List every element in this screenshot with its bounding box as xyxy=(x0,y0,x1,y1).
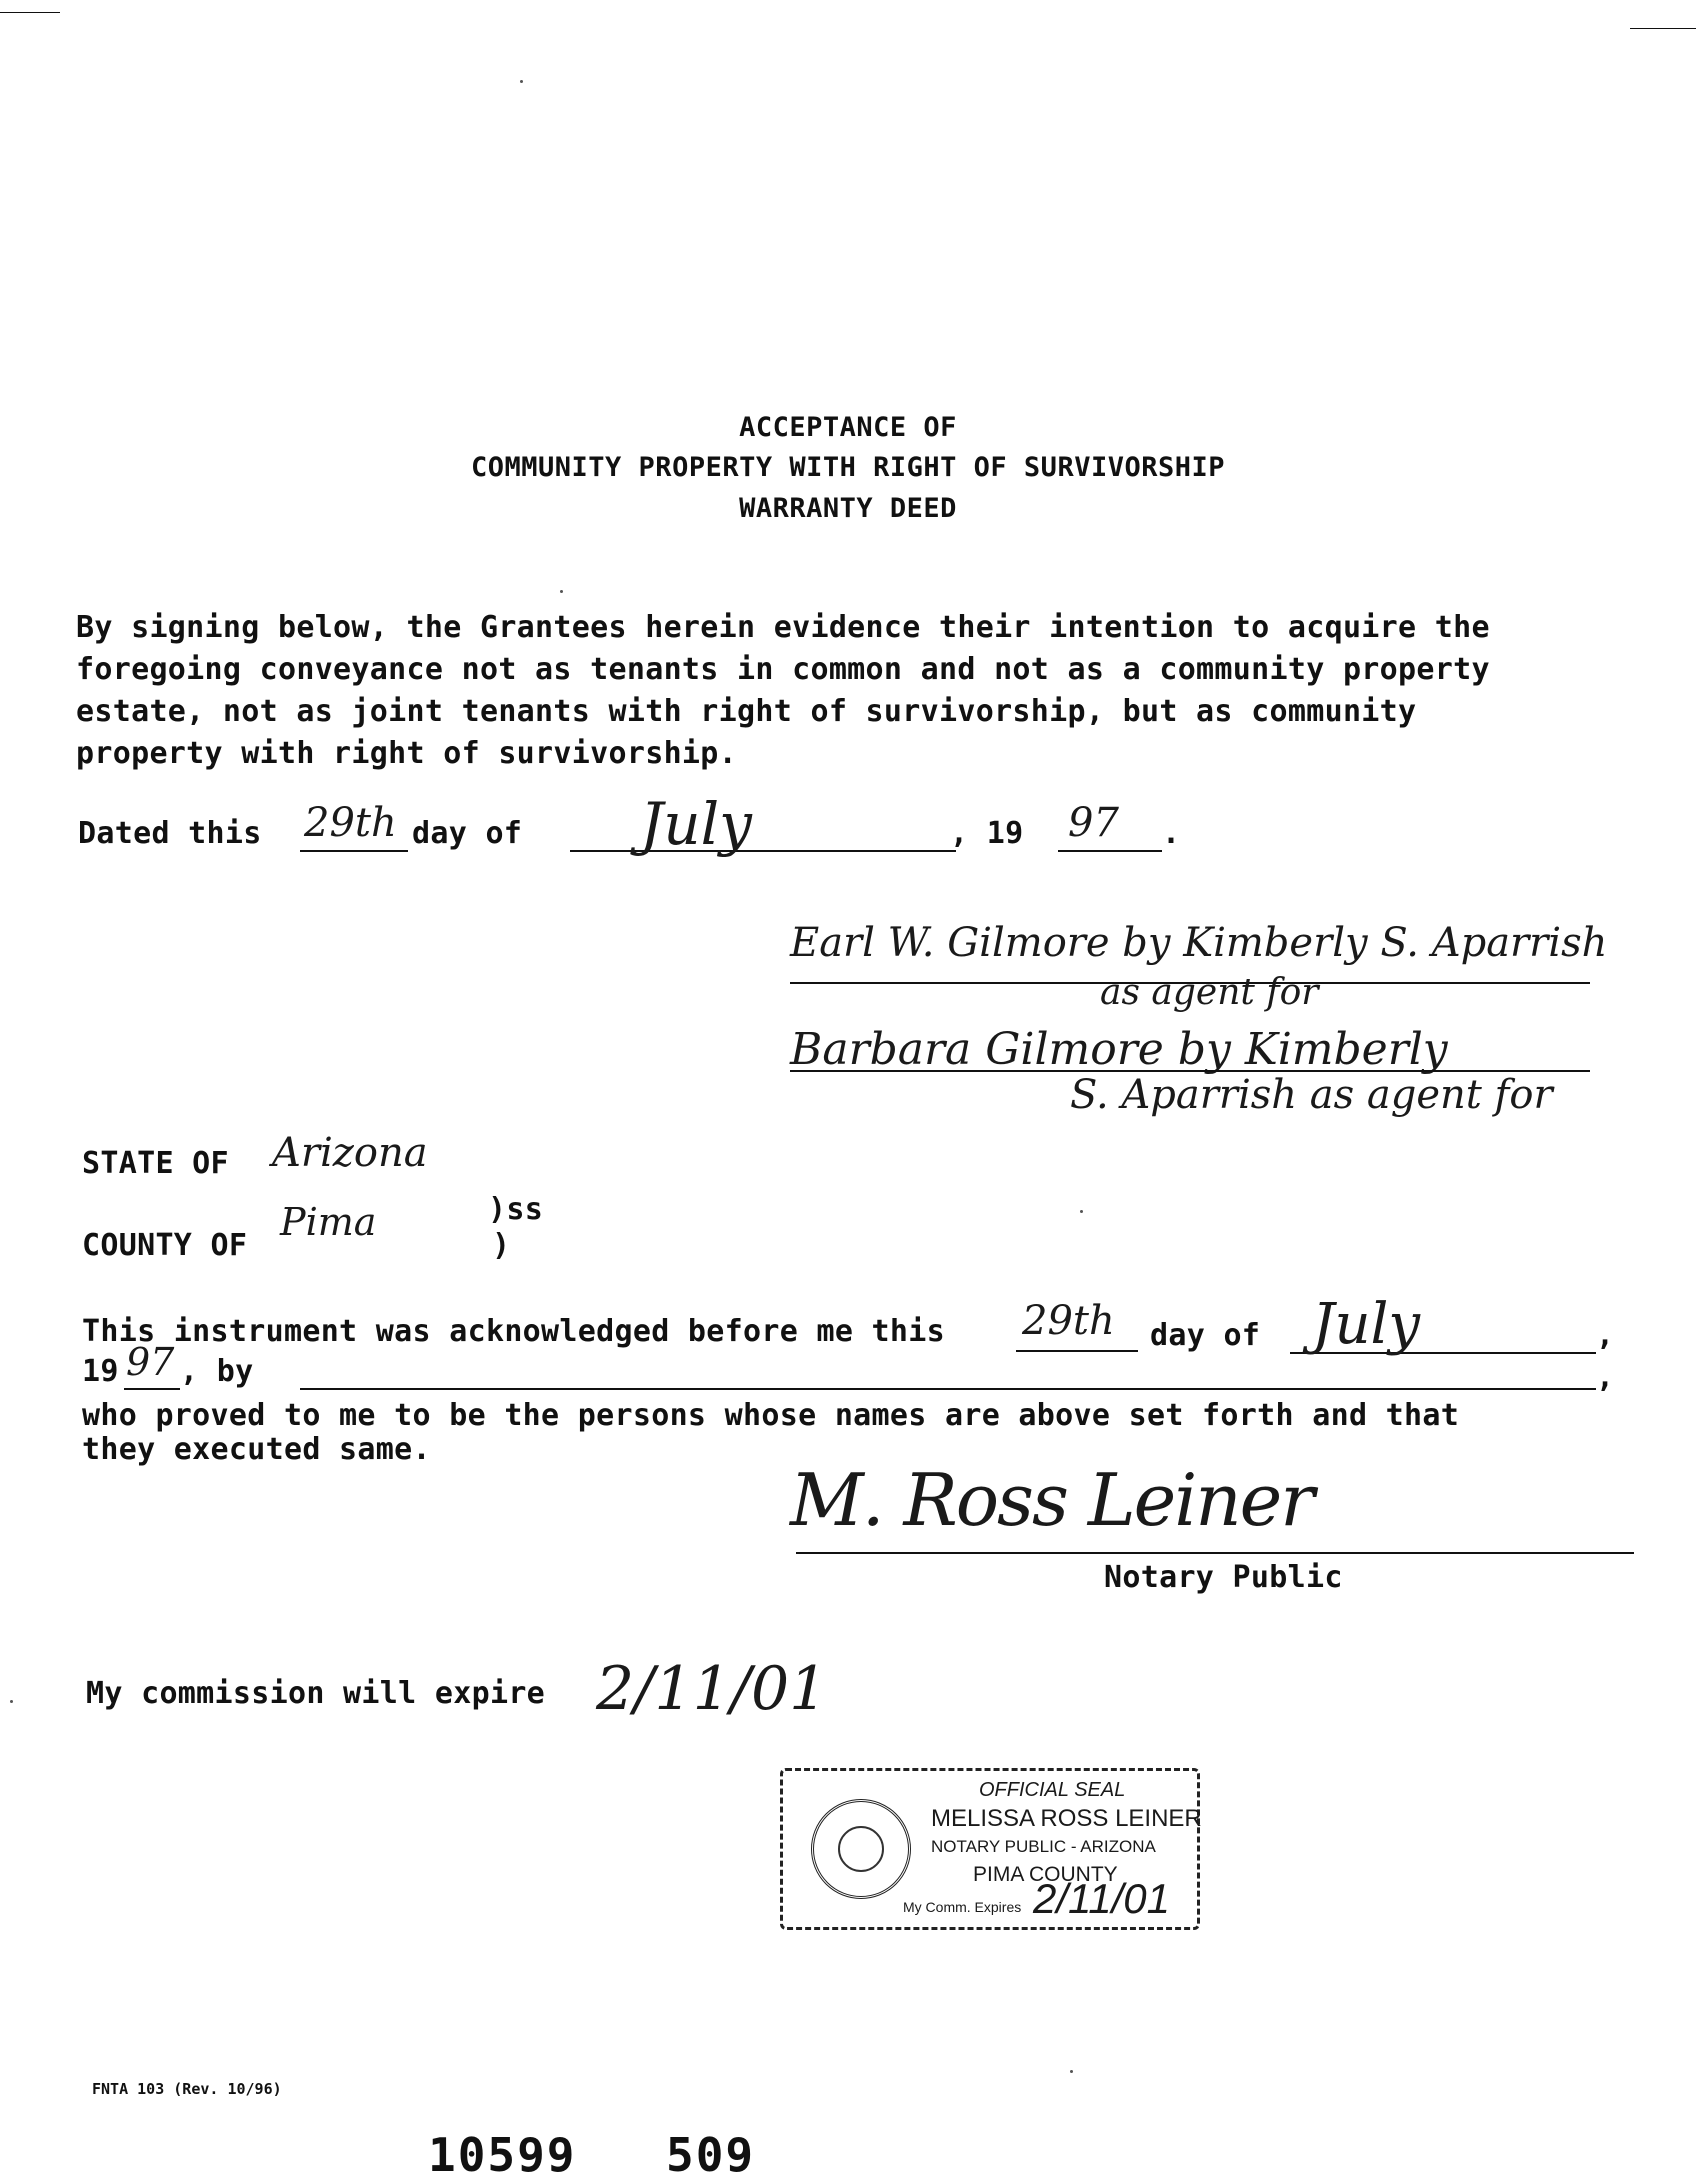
state-seal-emblem-icon xyxy=(811,1799,911,1899)
acknowledgment-day-handwritten: 29th xyxy=(1022,1298,1115,1344)
title-line-3: WARRANTY DEED xyxy=(739,493,957,524)
intro-line-4: property with right of survivorship. xyxy=(76,736,738,771)
dated-year-handwritten: 97 xyxy=(1068,800,1119,846)
dated-month-handwritten: July xyxy=(640,790,752,858)
acknowledgment-line-1-prefix: This instrument was acknowledged before me this xyxy=(82,1314,945,1349)
acknowledgment-line-1-end: , xyxy=(1596,1318,1615,1353)
grantee-signature-line-1: Earl W. Gilmore by Kimberly S. Aparrish xyxy=(790,920,1608,966)
dated-period: . xyxy=(1162,816,1181,851)
acknowledgment-year-line xyxy=(124,1388,180,1390)
dated-month-line xyxy=(570,850,956,852)
state-value-handwritten: Arizona xyxy=(272,1130,428,1176)
county-value-handwritten: Pima xyxy=(280,1200,377,1244)
scan-speck xyxy=(560,590,563,593)
ss-label: )ss xyxy=(488,1192,544,1227)
dated-year-line xyxy=(1058,850,1162,852)
acknowledgment-line-4: they executed same. xyxy=(82,1432,431,1467)
dated-year-prefix: , 19 xyxy=(950,816,1024,851)
form-code: FNTA 103 (Rev. 10/96) xyxy=(92,2080,282,2098)
acknowledgment-year-prefix: 19 xyxy=(82,1354,119,1389)
seal-expires-date-handwritten: 2/11/01 xyxy=(1033,1875,1171,1922)
scan-edge-mark xyxy=(0,12,60,13)
official-seal-stamp xyxy=(780,1768,1200,1930)
state-label: STATE OF xyxy=(82,1146,229,1181)
acknowledgment-line-3: who proved to me to be the persons whose names are above set forth and that xyxy=(82,1398,1460,1433)
acknowledgment-line-2-end: , xyxy=(1596,1360,1615,1395)
notary-label: Notary Public xyxy=(1104,1560,1343,1595)
grantee-signature-line-3: Barbara Gilmore by Kimberly xyxy=(790,1024,1448,1075)
dated-day-line xyxy=(300,850,408,852)
grantee-signature-line-2: as agent for xyxy=(1100,972,1319,1013)
commission-label: My commission will expire xyxy=(86,1676,546,1711)
acknowledgment-by-line xyxy=(300,1388,1596,1390)
acknowledgment-month-handwritten: July xyxy=(1312,1292,1421,1357)
scan-speck xyxy=(520,80,523,83)
title-line-2: COMMUNITY PROPERTY WITH RIGHT OF SURVIVORSHIP xyxy=(471,452,1225,483)
seal-role: NOTARY PUBLIC - ARIZONA xyxy=(931,1837,1156,1856)
scan-speck xyxy=(10,1700,13,1703)
intro-line-3: estate, not as joint tenants with right of survivorship, but as community xyxy=(76,694,1417,729)
notary-signature-line xyxy=(796,1552,1634,1554)
scan-speck xyxy=(1080,1210,1083,1213)
intro-line-2: foregoing conveyance not as tenants in common and not as a community property xyxy=(76,652,1490,687)
seal-expires-label: My Comm. Expires xyxy=(903,1899,1022,1915)
notary-signature-handwritten: M. Ross Leiner xyxy=(790,1458,1313,1542)
acknowledgment-year-handwritten: 97 xyxy=(126,1340,175,1384)
seal-title: OFFICIAL SEAL xyxy=(979,1779,1126,1801)
docket-number: 10599 xyxy=(428,2128,577,2182)
commission-date-handwritten: 2/11/01 xyxy=(596,1654,828,1724)
seal-county: PIMA COUNTY xyxy=(973,1863,1118,1886)
dated-prefix: Dated this xyxy=(78,816,262,851)
close-paren: ) xyxy=(492,1228,511,1263)
title-line-1: ACCEPTANCE OF xyxy=(739,412,957,443)
acknowledgment-day-of: day of xyxy=(1150,1318,1261,1353)
county-label: COUNTY OF xyxy=(82,1228,248,1263)
dated-day-handwritten: 29th xyxy=(304,800,397,846)
intro-line-1: By signing below, the Grantees herein evidence their intention to acquire the xyxy=(76,610,1490,645)
acknowledgment-by: , by xyxy=(180,1354,254,1389)
dated-day-of: day of xyxy=(412,816,523,851)
acknowledgment-day-line xyxy=(1016,1350,1138,1352)
page-number: 509 xyxy=(666,2128,756,2182)
scan-edge-mark xyxy=(1630,28,1696,29)
grantee-signature-line-4: S. Aparrish as agent for xyxy=(1070,1072,1553,1118)
seal-notary-name: MELISSA ROSS LEINER xyxy=(931,1805,1202,1832)
scan-speck xyxy=(1070,2070,1073,2073)
